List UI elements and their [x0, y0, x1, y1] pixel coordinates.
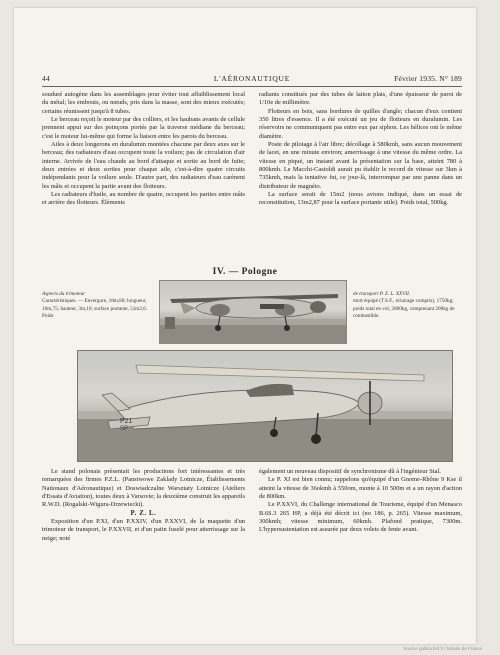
photo-caption-left	[42, 291, 152, 320]
magazine-title: L'AÉRONAUTIQUE	[213, 74, 291, 83]
left-column-bottom	[42, 468, 245, 543]
paragraph: également un nouveau dispositif de synchronisme dû à l'ingénieur Stal.	[259, 468, 441, 475]
svg-text:SP: SP	[120, 426, 129, 432]
issue-date: Février 1935. N° 189	[394, 74, 462, 83]
paragraph: Poste de pilotage à l'air libre; décollage à 580kmh, sans aucun mouvement de lacet, en une minute environ; amerrissage à une vitesse du même ordre. La vitesse en piqué, un instant avant la présentation sur la base, atteint 780 à 800kmh. Le Macchi-Castoldi aurait pu établir le record de vitesse sur 3km à 735kmh, mais la tentative fut, ce jour-là, interrompue par une panne dans un distributeur de magnéto.	[259, 141, 462, 190]
trimotor-plane-image	[160, 281, 346, 343]
paragraph: Le P. XI est bien connu; rappelons qu'équipé d'un Gnome-Rhône 9 Kse il atteint la vitesse de 36okmh à 550om, monte à 10 500m et a un rayon d'action de 800km.	[259, 476, 462, 501]
pzl-plane-image	[78, 351, 452, 461]
right-column-bottom	[259, 468, 462, 535]
page-number: 44	[42, 74, 50, 83]
paragraph: Le stand polonais présentait les productions fort intéressantes et très remarquées des firmes P.Z.L. (Panstwowe Zaklady Lotnicze, Établissements Nationaux d'Aéronautique) et Doswiadczalne Warsztaty Lotnicze (Ateliers d'Essais d'Aviation), toutes deux à Varsovie; la deuxième construit les appareils R.W.D. (Rogalski-Wigura-Drzewiecki).	[42, 468, 245, 509]
section-title: IV. — Pologne	[212, 267, 278, 277]
paragraph: Exposition d'un P.XI, d'un P.XXIV, d'un P.XXVI, de la maquette d'un trimoteur de transport, le P.XXVII, et d'un patin fuselé pour atterrissage sur la neige; noté	[42, 518, 245, 542]
header-rule	[42, 86, 462, 87]
pzl-plane-photo	[77, 350, 453, 462]
paragraph: Le P.XXVI, du Challenge international de Tourisme, équipé d'un Menasco B.6S.3 265 HP, a déjà été décrit ici (no 186, p. 265). Vitesse maximum, 300kmh; vitesse minimum, 60kmh. Plafond pratique, 7300m. L'hypersustentation est assurée par deux volets de fente avant.	[259, 501, 462, 534]
paragraph: Le berceau reçoit le moteur par des colliers, et les haubans avants de cellule prennent appui sur des poinçons portés par la traverse médiane du berceau; c'est le moteur lui-même qui forme la liaison entre les parois du berceau.	[42, 116, 245, 140]
photo-caption-right	[353, 291, 461, 320]
paragraph: radiants constitués par des tubes de laiton plats, d'une épaisseur de paroi de 1/10e de millimètre.	[259, 91, 462, 107]
paragraph: Les radiateurs d'huile, au nombre de quatre, occupent les parties entre mâts et arrière des flotteurs. Éléments	[42, 191, 245, 207]
paragraph: souduré autogène dans les assemblages pour éviter tout affaiblissement local du métal; les embouts, ou nœuds, pris dans la masse, sont des mieux exécutés; certains réunissent jusqu'à 8 tubes.	[42, 91, 245, 115]
subheading-pzl: P. Z. L.	[130, 509, 157, 517]
paragraph: La surface serait de 15m2 (nous avions indiqué, dans un essai de reconstitution, 13m2,87 pour la surface portante utile). Poids total, 500kg.	[259, 191, 462, 207]
left-column-top	[42, 91, 245, 261]
paragraph: Ailes à deux longerons en duralumin montées chacune par deux axes sur le berceau; des radiateurs d'eau occupent toute la voilure; pas de circulation d'air interne. Arrivée de l'eau chaude au bord d'attaque et sortie au bord de fuite; deux entrées et deux sorties pour chaque aile, c'est-à-dire quatre circuits indépendants pour la voilure seule. D'autre part, des radiateurs d'eau carènent les mâts et occupent la partie avant des flotteurs.	[42, 141, 245, 190]
source-credit: Source gallica.bnf.fr / Musée de France	[403, 646, 482, 651]
caption-text: mort équipé (T.S.F., éclairage compris), 1750kg; poids total en vol, 2800kg, comprenant 200kg de combustible.	[353, 298, 455, 319]
caption-title: Aspects du trimoteur	[42, 291, 86, 297]
paragraph: Flotteurs en bois, sans bordures de quilles d'angle; chacun d'eux contient 350 litres d'essence. Il a été exécuté un jeu de flotteurs en duralumin. Les réservoirs ne communiquent pas entre eux par siphon. Les hélices ont le même diamètre.	[259, 107, 462, 140]
caption-title: de transport P. Z. L. XXVII.	[353, 291, 411, 297]
right-column-top	[259, 91, 462, 263]
magazine-page	[14, 8, 476, 644]
svg-text:P21: P21	[120, 418, 133, 425]
caption-text: Caractéristiques. — Envergure, 18m,80; longueur, 10m,75; hauteur, 3m,10; surface portante, 51m2,6. Poids	[42, 298, 148, 319]
trimotor-photo	[159, 280, 347, 344]
